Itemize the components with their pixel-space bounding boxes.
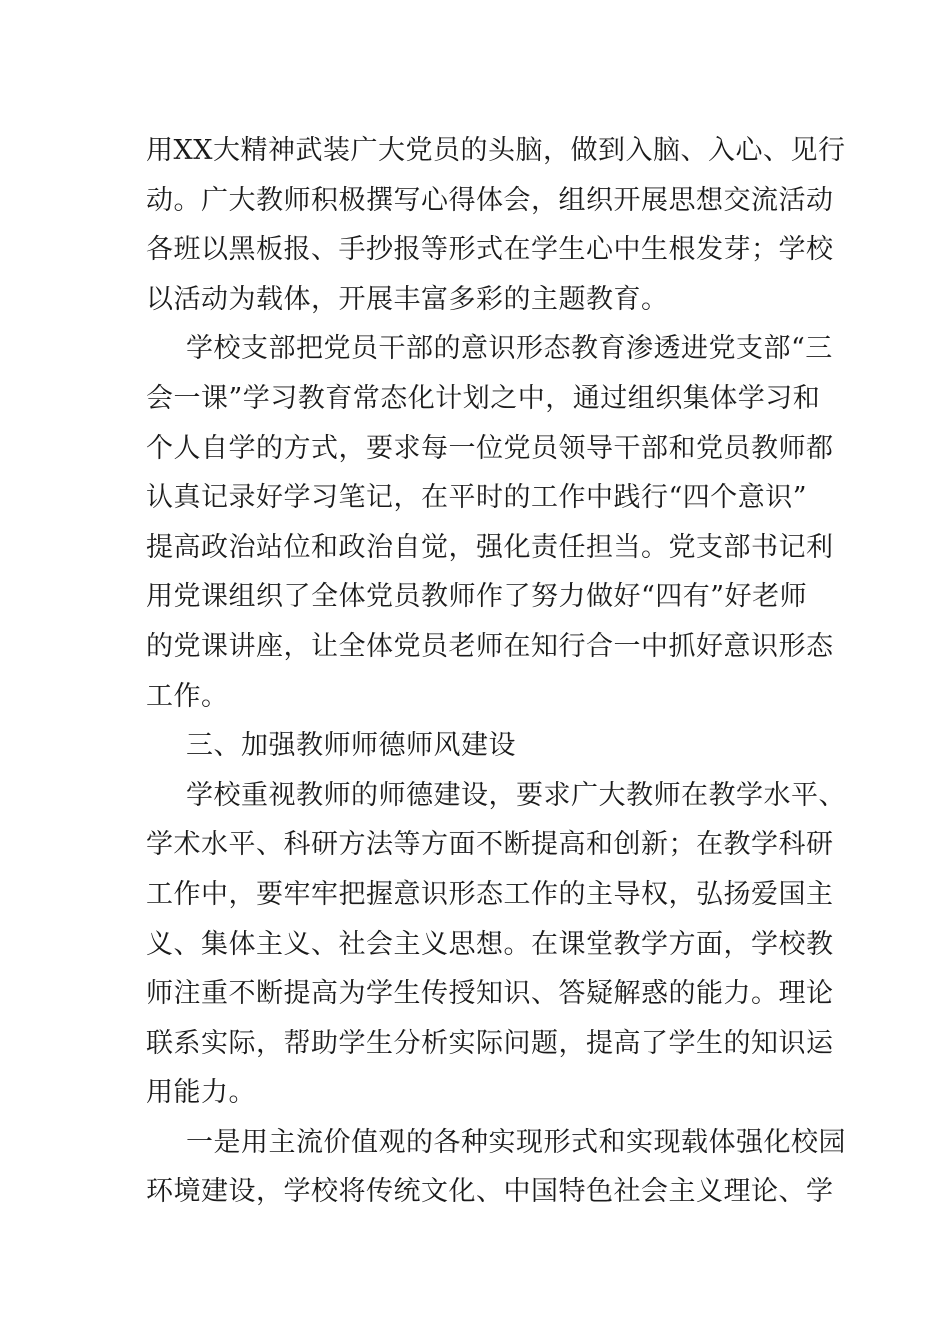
text-line: 三、加强教师师德师风建设 [186, 730, 516, 762]
text-line: 会一课”学习教育常态化计划之中，通过组织集体学习和 [146, 382, 821, 414]
text-line: 个人自学的方式，要求每一位党员领导干部和党员教师都 [146, 432, 834, 464]
text-line: 用XX大精神武装广大党员的头脑，做到入脑、入心、见行 [146, 135, 846, 166]
text-line: 认真记录好学习笔记，在平时的工作中践行“四个意识” [146, 482, 808, 514]
text-line: 动。广大教师积极撰写心得体会，组织开展思想交流活动 [146, 184, 834, 216]
text-line: 联系实际，帮助学生分析实际问题，提高了学生的知识运 [146, 1027, 834, 1059]
text-line: 一是用主流价值观的各种实现形式和实现载体强化校园 [186, 1126, 846, 1158]
text-line: 义、集体主义、社会主义思想。在课堂教学方面，学校教 [146, 928, 834, 960]
text-line: 以活动为载体，开展丰富多彩的主题教育。 [146, 283, 669, 315]
text-line: 学术水平、科研方法等方面不断提高和创新；在教学科研 [146, 829, 834, 861]
text-line: 用能力。 [146, 1077, 256, 1109]
text-line: 环境建设，学校将传统文化、中国特色社会主义理论、学 [146, 1176, 834, 1208]
text-line: 提高政治站位和政治自觉，强化责任担当。党支部书记利 [146, 531, 834, 563]
text-line: 的党课讲座，让全体党员老师在知行合一中抓好意识形态 [146, 630, 834, 662]
text-line: 各班以黑板报、手抄报等形式在学生心中生根发芽；学校 [146, 234, 834, 266]
text-line: 学校支部把党员干部的意识形态教育渗透进党支部“三 [186, 333, 833, 365]
text-line: 用党课组织了全体党员教师作了努力做好“四有”好老师 [146, 581, 808, 613]
text-line: 学校重视教师的师德建设，要求广大教师在教学水平、 [186, 779, 846, 811]
text-line: 工作中，要牢牢把握意识形态工作的主导权，弘扬爱国主 [146, 878, 834, 910]
document-body [146, 126, 846, 1217]
text-line: 师注重不断提高为学生传授知识、答疑解惑的能力。理论 [146, 978, 834, 1010]
text-line: 工作。 [146, 680, 229, 712]
